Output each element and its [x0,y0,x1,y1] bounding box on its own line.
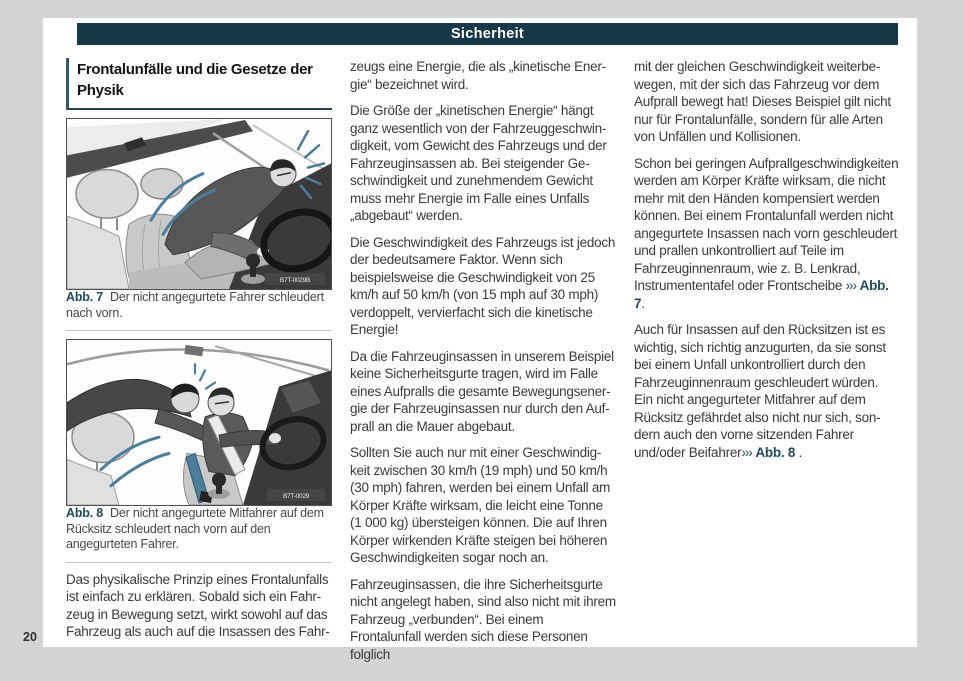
caption-divider [66,330,332,331]
figure-7-caption: Abb. 7 Der nicht angegurtete Fahrer schleudert nach vorn. [66,290,324,320]
figure-label: Abb. 8 [66,506,103,520]
paragraph: Schon bei geringen Aufprallgeschwindigkeiten werden am Körper Kräfte wirksam, die nicht mehr mit den Händen kompensiert werden können. Bei einem Frontalunfall werden nicht angegurtete Insassen nach vorn geschleudert und prallen unkontrolliert auf Teile im Fahrzeuginnenraum, wie z. B. Lenkrad, Instrumententafel oder Frontscheibe ››› Abb. 7. [634,155,899,311]
figure-8-caption: Abb. 8 Der nicht angegurtete Mitfahrer auf dem Rücksitz schleudert nach vorn auf den angegurteten Fahrer. [66,506,324,551]
paragraph: Die Größe der „kinetischen Energie“ hängt ganz wesentlich von der Fahrzeuggeschwindigkeit, vom Gewicht des Fahrzeugs und der Fahrzeuginsassen ab. Bei steigender Geschwindigkeit und zunehmendem Gewicht muss mehr Energie im Falle eines Unfalls „abgebaut“ werden. [350,103,607,223]
paragraph: Das physikalische Prinzip eines Frontalunfalls ist einfach zu erklären. Sobald sich ein Fahrzeug in Bewegung setzt, wirkt sowohl auf das Fahrzeug als auch auf die Insassen des Fahr- [66,571,330,639]
reference-chevrons: ››› [845,278,857,293]
page-number: 20 [23,630,37,644]
column-right [634,58,900,470]
figure-label: Abb. 7 [66,290,103,304]
manual-page [43,18,917,662]
figure-8-code: B7T-0029 [282,492,310,500]
cross-reference-link-abb8[interactable]: Abb. 8 [755,444,796,460]
chapter-header-bar [77,23,898,45]
column-middle [350,58,616,672]
paragraph: Auch für Insassen auf den Rücksitzen ist es wichtig, sich richtig anzugurten, da sie sonst bei einem Unfall unkontrolliert durch den Fahrzeuginnenraum geschleudert würden. Ein nicht angegurteter Mitfahrer auf dem Rücksitz gefährdet also nicht nur sich, sondern auch den vorne sitzenden Fahrer und/oder Beifahrer››› Abb. 8 . [634,322,886,460]
cross-reference-link-abb7[interactable]: Abb. 7 [634,278,889,311]
paragraph: Sollten Sie auch nur mit einer Geschwindigkeit zwischen 30 km/h (19 mph) und 50 km/h (30 mph) fahren, werden bei einem Unfall am Körper Kräfte wirksam, die leicht eine Tonne (1 000 kg) übersteigen können. Die auf Ihren Körper wirkenden Kräfte steigen bei höheren Geschwindigkeiten sogar noch an. [350,445,611,565]
crash-illustration-rear-passenger [67,340,331,505]
reference-chevrons: ››› [741,444,752,460]
crash-illustration-unbelted-driver [67,119,331,289]
column-left [66,58,332,650]
paragraph: Da die Fahrzeuginsassen in unserem Beispiel keine Sicherheitsgurte tragen, wird im Falle eines Aufpralls die gesamte Bewegungsenergie der Fahrzeuginsassen nur durch den Aufprall an die Mauer abgebaut. [350,348,614,434]
figure-7-frame [66,118,332,290]
paragraph: Die Geschwindigkeit des Fahrzeugs ist jedoch der bedeutsamere Faktor. Wenn sich beispielsweise die Geschwindigkeit von 25 km/h auf 50 km/h (von 15 mph auf 30 mph) verdoppelt, vervierfacht sich die kinetische Energie! [350,234,616,337]
caption-divider [66,562,332,563]
section-heading: Frontalunfälle und die Gesetze der Physik [66,58,332,110]
paragraph: zeugs eine Energie, die als „kinetische Energie“ bezeichnet wird. [350,59,607,92]
figure-7-code: B7T-0029B [279,276,311,284]
paragraph: Fahrzeuginsassen, die ihre Sicherheitsgurte nicht angelegt haben, sind also nicht mit ihrem Fahrzeug „verbunden“. Bei einem Frontalunfall werden sich diese Personen folglich [350,576,616,662]
paragraph: mit der gleichen Geschwindigkeit weiterbewegen, mit der sich das Fahrzeug vor dem Aufprall bewegt hat! Dieses Beispiel gilt nicht nur für Frontalunfälle, sondern für alle Arten von Unfällen und Kollisionen. [634,59,891,144]
figure-8-frame [66,339,332,506]
chapter-title: Sicherheit [450,26,525,42]
